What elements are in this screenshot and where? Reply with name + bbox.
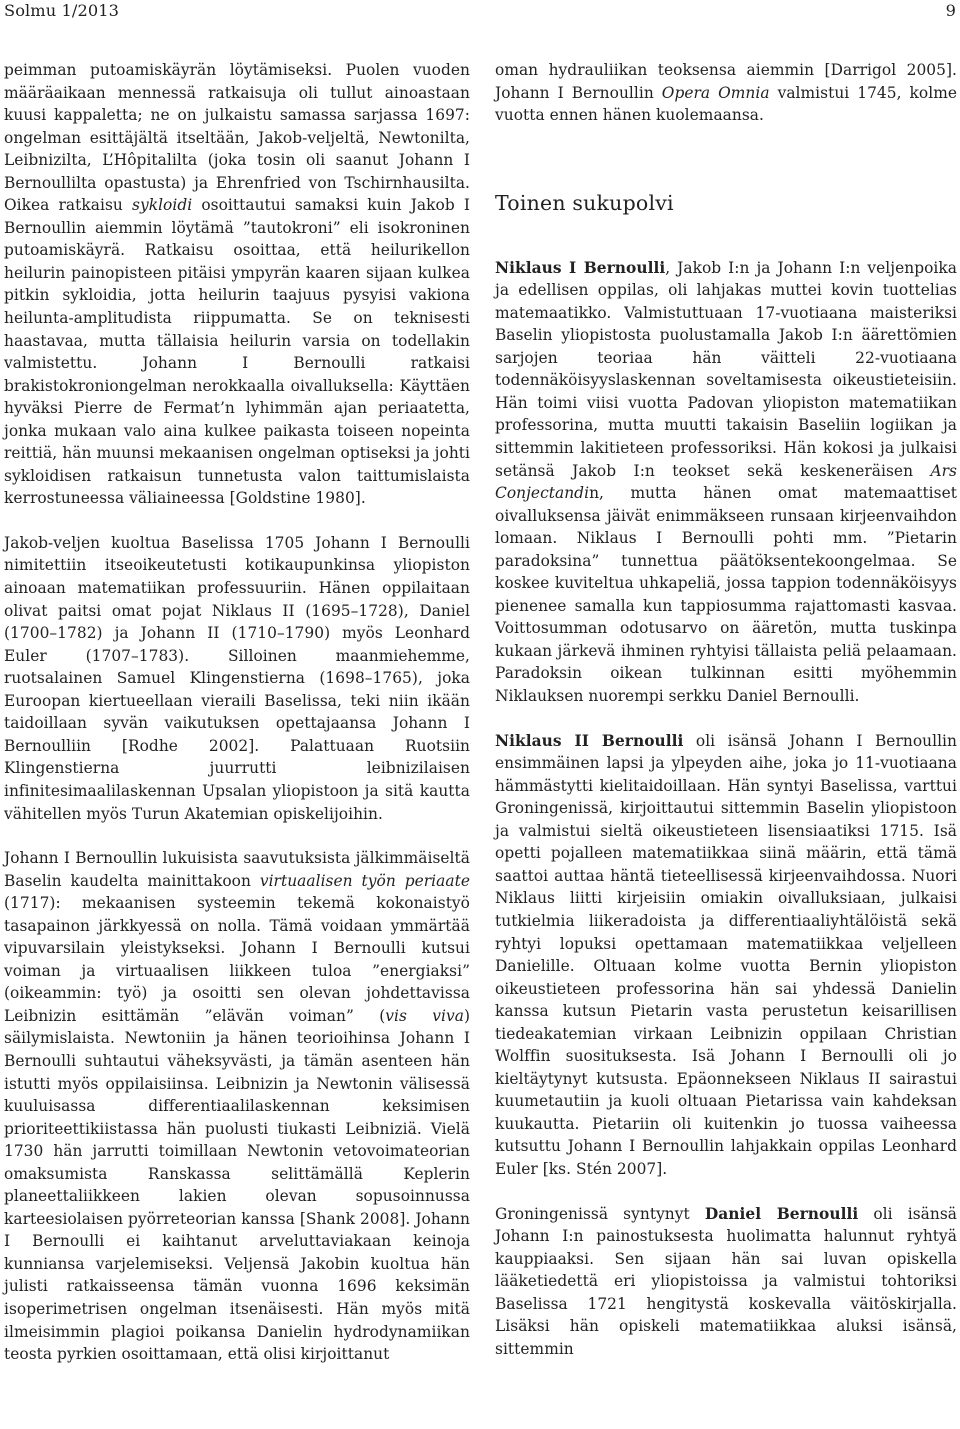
- emphasis-sykloidi: sykloidi: [132, 196, 193, 215]
- text-run: ) säilymislaista. Newtoniin ja hänen teorioihinsa Johann I Bernoulli suhtautui väheksyvästi, ja tämän asenteen hän istutti myös oppilaisiinsa. Leibnizin ja Newtonin välisessä kuuluisassa differentiaalilaskennan keksimisen prioriteettikiistassa hän puolusti tiukasti Leibniziä. Vielä 1730 hän jarrutti toimillaan Newtonin vetovoimateorian omaksumista Ranskassa selittämällä Keplerin planeettaliikkeen lakien olevan sopusoinnussa karteesiolaisen pyörreteorian kanssa [Shank 2008]. Johann I Bernoulli ei kaihtanut arveluttaviakaan keinoja kunniansa varjelemiseksi. Veljensä Jakobin kuoltua hän julisti ratkaisseensa tämän vuonna 1696 keksimän isoperimetrisen ongelman itsenäisesti. Hän myös mitä ilmeisimmin plagioi poikansa Danielin hydrodynamiikan teosta pyrkien osoittamaan, että olisi kirjoittanut: [4, 1006, 470, 1364]
- emphasis-vis-viva: vis viva: [385, 1006, 464, 1025]
- text-run: peimman putoamiskäyrän löytämiseksi. Puolen vuoden määräaikaan mennessä ratkaisuja oli tullut ainoastaan kuusi kappaletta; ne on julkaistu samassa sarjassa 1697: ongelman esittäjältä itseltään, Jakob-veljeltä, Newtonilta, Leibnizilta, L’Hôpitalilta (joka tosin oli saanut Johann I Bernoullilta opastusta) ja Ehrenfried von Tschirnhausilta. Oikea ratkaisu: [4, 61, 470, 215]
- left-column: [4, 59, 470, 1366]
- emphasis-opera-omnia: Opera Omnia: [661, 83, 770, 102]
- page-number: 9: [945, 1, 956, 20]
- right-column: [495, 59, 957, 1360]
- text-run: osoittautui samaksi kuin Jakob I Bernoullin aiemmin löytämä ”tautokroni” eli isokroninen putoamiskäyrä. Ratkaisu osoittaa, että heilurikellon heilurin painopisteen pitäisi ympyrän kaaren sijaan kulkea pitkin sykloidia, jotta heilurin taajuus pysyisi vakiona heilunta-amplitudista riippumatta. Se on teknisesti haastavaa, mutta tällaisia heilurin varsia on todellakin valmistettu. Johann I Bernoulli ratkaisi brakistokroniongelman nerokkaalla oivalluksella: Käyttäen hyväksi Pierre de Fermat’n lyhimmän ajan periaatetta, jonka mukaan valo aina kulkee paikasta toiseen nopeinta reittiä, hän muunsi mekaanisen ongelman optiseksi ja johti sykloidisen ratkaisun tunnetusta valon taittumislaista kerrostuneessa väliaineessa [Goldstine 1980].: [4, 196, 470, 508]
- journal-issue: Solmu 1/2013: [4, 1, 120, 20]
- text-run: (1717): mekaanisen systeemin tekemä kokonaistyö tasapainon järkkyessä on nolla. Tämä voidaan ymmärtää vipuvarsilain yleistykseksi. Johann I Bernoulli kutsui voiman ja virtuaalisen liikkeen tuloa ”energiaksi” (oikeammin: työ) ja osoitti sen olevan johdettavissa Leibnizin esittämän ”elävän voiman” (: [4, 894, 470, 1025]
- text-run: oli isänsä Johann I:n painostuksesta huolimatta halunnut ryhtyä kauppiaaksi. Sen sijaan hän sai luvan opiskella lääketiedettä eri yliopistoissa ja valmistui tohtoriksi Baselissa 1721 hengitystä koskevalla väitöskirjalla. Lisäksi hän opiskeli matematiikkaa aluksi isänsä, sittemmin: [495, 1204, 957, 1358]
- text-run: valmistui 1745, kolme vuotta ennen hänen kuolemaansa.: [495, 83, 958, 125]
- text-run: Johann I Bernoullin lukuisista saavutuksista jälkimmäiseltä Baselin kaudelta mainittakoon: [4, 849, 470, 890]
- paragraph-niklaus-i: [495, 257, 957, 708]
- paragraph-basel-professorship: Jakob-veljen kuoltua Baselissa 1705 Johann I Bernoulli nimitettiin itseoikeutetusti kotikaupunkinsa yliopiston ainoaan matematiikan professuuriin. Hänen oppilaitaan olivat paitsi omat pojat Niklaus II (1695–1728), Daniel (1700–1782) ja Johann II (1710–1790) myös Leonhard Euler (1707–1783). Silloinen maanmiehemme, ruotsalainen Samuel Klingenstierna (1698–1765), joka Euroopan kiertueellaan vieraili Baselissa, teki niin ikään taidoillaan syvän vaikutuksen opettajaansa Johann I Bernoulliin [Rodhe 2002]. Palattuaan Ruotsiin Klingenstierna juurrutti leibnizilaisen infinitesimaalilaskennan Upsalan yliopistoon ja sitä kautta vähitellen myös Turun Akatemian opiskelijoihin.: [4, 533, 470, 823]
- paragraph-daniel: [495, 1203, 957, 1361]
- paragraph-virtual-work: [4, 847, 470, 1366]
- text-run: oman hydrauliikan teoksensa aiemmin [Darrigol 2005]. Johann I Bernoullin: [495, 61, 957, 102]
- paragraph-brachistochrone: [4, 59, 470, 510]
- bold-name-daniel: Daniel Bernoulli: [704, 1204, 859, 1223]
- running-header: [4, 0, 956, 22]
- emphasis-ars-conjectandi: Ars Conjectandi: [495, 461, 957, 503]
- text-run: , Jakob I:n ja Johann I:n veljenpoika ja edellisen oppilas, oli lahjakas muttei kovin tuottelias matemaatikko. Valmistuttuaan 17-vuotiaana maisteriksi Baselin yliopistosta puolustamalla Jakob I:n äärettömien sarjojen teoriaa hän väitteli 22-vuotiaana todennäköisyyslaskennan soveltamisesta oikeustieteisiin. Hän toimi viisi vuotta Padovan yliopiston matematiikan professorina, mutta muutti takaisin Baseliin logiikan ja sittemmin lakitieteen professoriksi. Hän kokosi ja julkaisi setänsä Jakob I:n teokset sekä keskeneräisen: [495, 258, 957, 480]
- text-run: n, mutta hänen omat matemaattiset oivalluksensa jäivät enimmäkseen runsaan kirjeenvaihdon lomaan. Niklaus I Bernoulli pohti mm. ”Pietarin paradoksina” tunnettua päätöksentekoongelmaa. Se koskee kuviteltua uhkapeliä, jossa tappion todennäköisyys pienenee samalla kun tappiosumma rajattomasti kasvaa. Voittosumman odotusarvo on ääretön, mutta tuskinpa kukaan järkevä ihminen ryhtyisi tällaista peliä pelaamaan. Paradoksin oikean tulkinnan esitti myöhemmin Niklauksen nuorempi serkku Daniel Bernoulli.: [495, 484, 957, 706]
- emphasis-virtual-work: virtuaalisen työn periaate: [259, 871, 470, 890]
- section-heading: Toinen sukupolvi: [495, 190, 674, 215]
- bold-name-niklaus-i: Niklaus I Bernoulli: [495, 258, 666, 277]
- paragraph-niklaus-ii: [495, 730, 957, 1181]
- paragraph-opera-omnia: [495, 59, 957, 127]
- text-run: Groningenissä syntynyt: [495, 1204, 705, 1223]
- text-run: oli isänsä Johann I Bernoullin ensimmäinen lapsi ja ylpeyden aihe, joka jo 11-vuotiaana hämmästytti kielitaidoillaan. Hän syntyi Baselissa, varttui Groningenissä, kirjoittautui sittemmin Baselin yliopistoon ja valmistui sieltä oikeustieteen lisensiaatiksi 1715. Isä opetti pojalleen matematiikkaa siinä määrin, että tämä saattoi auttaa häntä tieteellisessä kirjeenvaihdossa. Nuori Niklaus liitti kirjeisiin omiakin oivalluksiaan, julkaisi tutkielmia liikeradoista ja differentiaaliyhtälöistä sekä ryhtyi lopuksi opettamaan matematiikkaa veljelleen Danielille. Oltuaan kolme vuotta Bernin yliopiston oikeustieteen professorina hän sai yhdessä Danielin kanssa kutsun Pietarin vasta perustetun keisarillisen tiedeakatemian virkaan Leibnizin oppilaan Christian Wolffin suosituksesta. Isä Johann I Bernoulli oli jo kieltäytynyt kutsusta. Epäonnekseen Niklaus II sairastui kuumetautiin ja kuoli oltuaan Pietarissa vain kahdeksan kuukautta. Pietariin oli kuitenkin jo tuossa vaiheessa kutsuttu Johann I Bernoullin lahjakkain oppilas Leonhard Euler [ks. Stén 2007].: [495, 731, 957, 1178]
- bold-name-niklaus-ii: Niklaus II Bernoulli: [495, 731, 684, 750]
